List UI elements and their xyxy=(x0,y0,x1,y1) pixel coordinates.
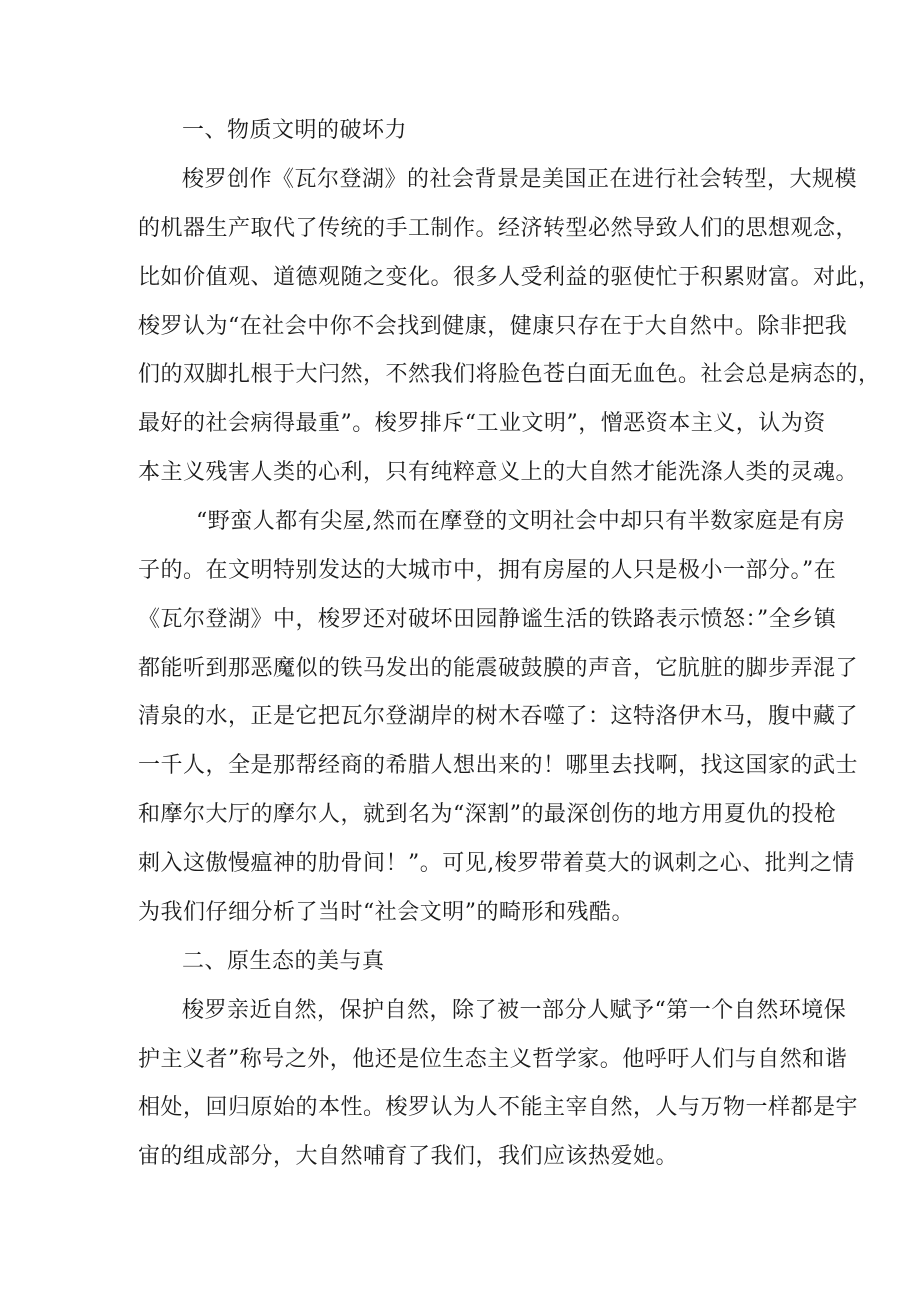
paragraph-line: 子的。在文明特别发达的大城市中，拥有房屋的人只是极小一部分。”在 xyxy=(138,558,837,583)
paragraph-line: 最好的社会病得最重”。梭罗排斥“工业文明”，憎恶资本主义，认为资 xyxy=(138,411,826,436)
paragraph-line: 梭罗认为“在社会中你不会找到健康，健康只存在于大自然中。除非把我 xyxy=(138,314,848,339)
paragraph-line: 和摩尔大厅的摩尔人，就到名为“深割”的最深创伤的地方用夏仇的投枪 xyxy=(138,802,837,827)
paragraph-line: 宙的组成部分，大自然哺育了我们，我们应该热爱她。 xyxy=(138,1144,679,1169)
paragraph-line: “野蛮人都有尖屋,然而在摩登的文明社会中却只有半数家庭是有房 xyxy=(196,509,846,534)
paragraph-line: 《瓦尔登湖》中，梭罗还对破坏田园静谧生活的铁路表示愤怒：”全乡镇 xyxy=(138,607,837,632)
section-heading-1: 一、物质文明的破坏力 xyxy=(182,118,408,143)
paragraph-line: 护主义者”称号之外，他还是位生态主义哲学家。他呼吁人们与自然和谐 xyxy=(138,1047,848,1072)
paragraph-line: 们的双脚扎根于大闩然，不然我们将脸色苍白面无血色。社会总是病态的， xyxy=(138,362,881,387)
paragraph-line: 都能听到那恶魔似的铁马发出的能震破鼓膜的声音，它肮脏的脚步弄混了 xyxy=(138,656,859,681)
paragraph-line: 一千人，全是那帮经商的希腊人想出来的！哪里去找啊，找这国家的武士 xyxy=(138,753,859,778)
paragraph-line: 刺入这傲慢瘟神的肋骨间！”。可见,梭罗带着莫大的讽刺之心、批判之情 xyxy=(138,851,855,876)
paragraph-line: 梭罗亲近自然，保护自然，除了被一部分人赋予“第一个自然环境保 xyxy=(182,998,847,1023)
paragraph-line: 的机器生产取代了传统的手工制作。经济转型必然导致人们的思想观念， xyxy=(138,216,859,241)
paragraph-line: 比如价值观、道德观随之变化。很多人受利益的驱使忙于积累财富。对此， xyxy=(138,265,881,290)
paragraph-line: 清泉的水，正是它把瓦尔登湖岸的树木吞噬了：这特洛伊木马，腹中藏了 xyxy=(138,704,859,729)
paragraph-line: 为我们仔细分析了当时“社会文明”的畸形和残酷。 xyxy=(138,900,634,925)
paragraph-line: 梭罗创作《瓦尔登湖》的社会背景是美国正在进行社会转型，大规模 xyxy=(182,167,858,192)
section-heading-2: 二、原生态的美与真 xyxy=(182,949,385,974)
paragraph-line: 相处，回归原始的本性。梭罗认为人不能主宰自然，人与万物一样都是宇 xyxy=(138,1095,859,1120)
paragraph-line: 本主义残害人类的心利，只有纯粹意义上的大自然才能洗涤人类的灵魂。 xyxy=(138,460,859,485)
